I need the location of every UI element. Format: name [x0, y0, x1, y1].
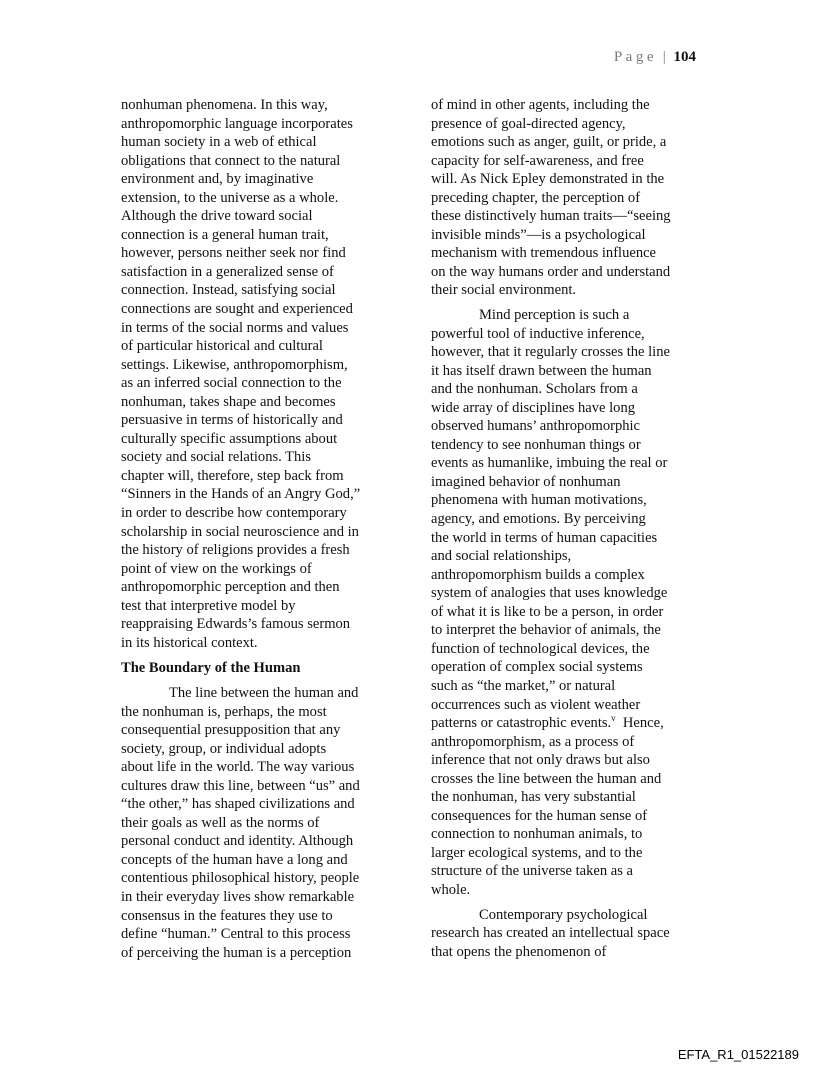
text-line: phenomena with human motivations, — [431, 492, 647, 509]
text-line: in their everyday lives show remarkable — [121, 888, 355, 905]
text-line: invisible minds”—is a psychological — [431, 226, 646, 243]
text-line: structure of the universe taken as a — [431, 863, 633, 880]
right-paragraph-3 — [431, 906, 706, 962]
text-line: personal conduct and identity. Although — [121, 833, 354, 850]
text-line: wide array of disciplines have long — [431, 399, 635, 416]
text-line: Mind perception is such a — [479, 307, 630, 324]
text-line: inference that not only draws but also — [431, 752, 650, 769]
document-id: EFTA_R1_01522189 — [677, 1047, 799, 1062]
text-line: capacity for self-awareness, and free — [431, 152, 644, 169]
text-line: the world in terms of human capacities — [431, 529, 658, 546]
page-header — [614, 49, 696, 66]
text-line: point of view on the workings of — [121, 560, 312, 577]
text-line: agency, and emotions. By perceiving — [431, 511, 646, 528]
text-line: anthropomorphism, as a process of — [431, 733, 635, 750]
text-line: consequences for the human sense of — [431, 807, 648, 824]
text-line: reappraising Edwards’s famous sermon — [121, 616, 351, 633]
text-line: obligations that connect to the natural — [121, 152, 341, 169]
text-line: in order to describe how contemporary — [121, 505, 347, 522]
text-line: function of technological devices, the — [431, 640, 650, 657]
page-label: Page — [613, 49, 657, 65]
text-line: concepts of the human have a long and — [121, 851, 348, 868]
text-line-with-endnote — [431, 714, 706, 733]
text-line: connections are sought and experienced — [121, 301, 353, 318]
section-heading: The Boundary of the Human — [121, 660, 301, 677]
text-line: about life in the world. The way various — [121, 759, 355, 776]
text-line: and the nonhuman. Scholars from a — [431, 381, 638, 398]
text-line: cultures draw this line, between “us” and — [121, 777, 360, 794]
text-line: of perceiving the human is a perception — [121, 944, 352, 961]
text-line: system of analogies that uses knowledge — [431, 585, 668, 602]
text-line: preceding chapter, the perception of — [431, 189, 641, 206]
text-line: The line between the human and — [169, 684, 359, 701]
text-line: society, group, or individual adopts — [121, 740, 327, 757]
endnote-marker: v — [611, 713, 616, 724]
text-line: research has created an intellectual space — [431, 925, 670, 942]
text-line: whole. — [431, 881, 471, 898]
text-line: larger ecological systems, and to the — [431, 844, 643, 861]
text-line: Although the drive toward social — [121, 208, 313, 225]
text-line: their social environment. — [431, 282, 577, 299]
right-paragraph-1 — [431, 96, 706, 300]
header-separator: | — [662, 49, 666, 65]
left-column — [121, 96, 389, 962]
left-paragraph-1 — [121, 96, 389, 652]
text-line: culturally specific assumptions about — [121, 430, 338, 447]
text-line: occurrences such as violent weather — [431, 696, 641, 713]
text-line: extension, to the universe as a whole. — [121, 189, 339, 206]
text-line: connection. Instead, satisfying social — [121, 282, 336, 299]
text-line: define “human.” Central to this process — [121, 926, 351, 943]
text-line: to interpret the behavior of animals, the — [431, 622, 661, 639]
text-line: anthropomorphic perception and then — [121, 579, 340, 596]
text-line: on the way humans order and understand — [431, 263, 671, 280]
text-line: settings. Likewise, anthropomorphism, — [121, 356, 348, 373]
text-segment: patterns or catastrophic events. — [431, 715, 612, 732]
text-line: connection is a general human trait, — [121, 226, 329, 243]
text-line: “Sinners in the Hands of an Angry God,” — [121, 486, 361, 503]
text-line: the history of religions provides a fresh — [121, 542, 350, 559]
text-line: presence of goal-directed agency, — [431, 115, 626, 132]
text-line: of particular historical and cultural — [121, 338, 323, 355]
text-line: consequential presupposition that any — [121, 722, 341, 739]
text-line: however, that it regularly crosses the line — [431, 344, 670, 361]
text-line: imagined behavior of nonhuman — [431, 473, 621, 490]
text-line: emotions such as anger, guilt, or pride, a — [431, 134, 667, 151]
text-line: these distinctively human traits—“seeing — [431, 208, 671, 225]
text-line: of mind in other agents, including the — [431, 97, 650, 113]
text-line: however, persons neither seek nor find — [121, 245, 346, 262]
text-line: environment and, by imaginative — [121, 171, 314, 188]
text-line: that opens the phenomenon of — [431, 943, 607, 960]
text-line: tendency to see nonhuman things or — [431, 436, 641, 453]
text-line: mechanism with tremendous influence — [431, 245, 657, 262]
text-line: connection to nonhuman animals, to — [431, 826, 643, 843]
text-line: persuasive in terms of historically and — [121, 412, 343, 429]
text-line: scholarship in social neuroscience and in — [121, 523, 359, 540]
text-line: “the other,” has shaped civilizations and — [121, 796, 355, 813]
text-line: satisfaction in a generalized sense of — [121, 263, 334, 280]
text-line: human society in a web of ethical — [121, 134, 317, 151]
text-segment: Hence, — [615, 715, 664, 732]
text-line: crosses the line between the human and — [431, 770, 662, 787]
text-line: it has itself drawn between the human — [431, 362, 652, 379]
text-line: of what it is like to be a person, in order — [431, 603, 664, 620]
text-line: in terms of the social norms and values — [121, 319, 349, 336]
text-line: as an inferred social connection to the — [121, 375, 342, 392]
text-line: events as humanlike, imbuing the real or — [431, 455, 668, 472]
right-paragraph-2 — [431, 306, 706, 900]
text-line: nonhuman, takes shape and becomes — [121, 393, 336, 410]
text-line: consensus in the features they use to — [121, 907, 333, 924]
text-line: powerful tool of inductive inference, — [431, 325, 645, 342]
text-line: anthropomorphic language incorporates — [121, 115, 353, 132]
text-line: anthropomorphism builds a complex — [431, 566, 645, 583]
text-line: and social relationships, — [431, 548, 572, 565]
text-line: in its historical context. — [121, 634, 258, 651]
text-line: will. As Nick Epley demonstrated in the — [431, 171, 665, 188]
text-line: nonhuman phenomena. In this way, — [121, 97, 328, 113]
text-line: chapter will, therefore, step back from — [121, 467, 344, 484]
right-column — [431, 96, 706, 961]
text-line: the nonhuman, has very substantial — [431, 789, 636, 806]
text-line: Contemporary psychological — [479, 906, 648, 923]
text-line: operation of complex social systems — [431, 659, 643, 676]
text-line: observed humans’ anthropomorphic — [431, 418, 640, 435]
text-line: society and social relations. This — [121, 449, 312, 466]
text-line: test that interpretive model by — [121, 597, 296, 614]
page-number: 104 — [673, 49, 696, 65]
text-line: their goals as well as the norms of — [121, 814, 320, 831]
text-line: contentious philosophical history, people — [121, 870, 360, 887]
text-line: such as “the market,” or natural — [431, 677, 616, 694]
left-paragraph-2 — [121, 684, 389, 962]
text-line: the nonhuman is, perhaps, the most — [121, 703, 327, 720]
